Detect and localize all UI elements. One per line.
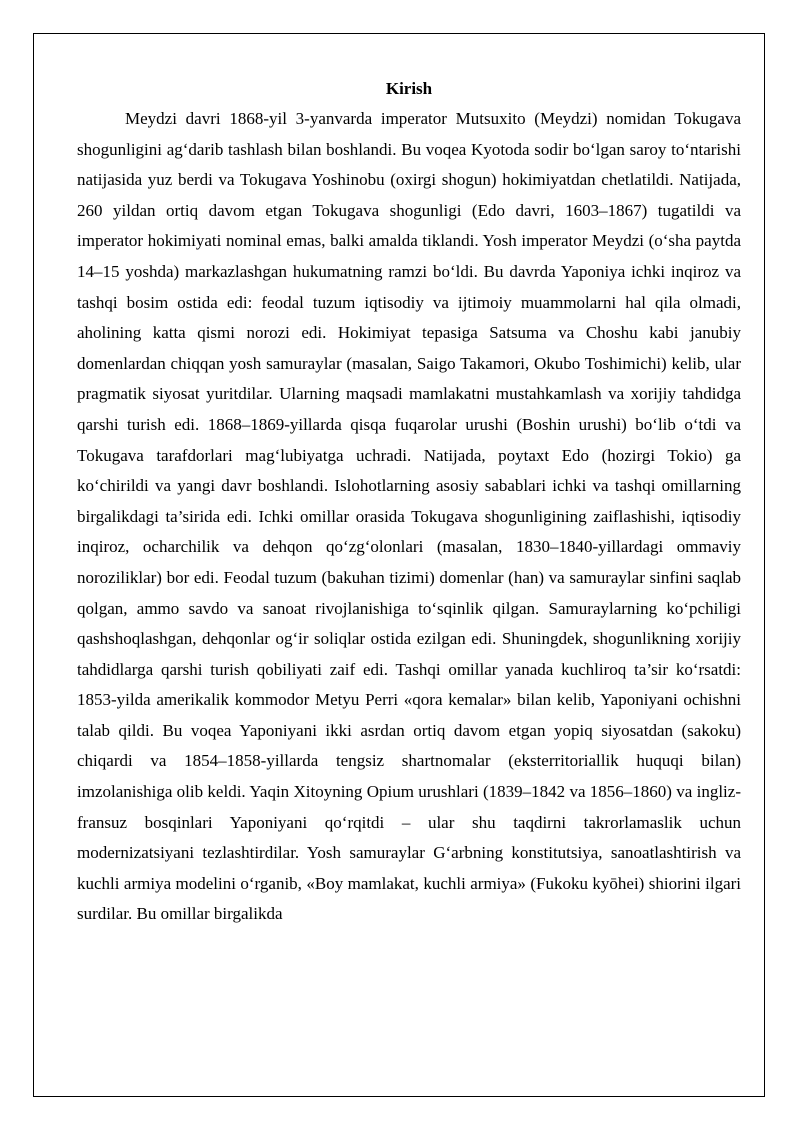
body-paragraph: Meydzi davri 1868-yil 3-yanvarda imperator Mutsuxito (Meydzi) nomidan Tokugava shogunligini ag‘darib tashlash bilan boshlandi. Bu voqea Kyotoda sodir bo‘lgan saroy to‘ntarishi natijasida yuz berdi va Tokugava Yoshinobu (oxirgi shogun) hokimiyatdan chetlatildi. Natijada, 260 yildan ortiq davom etgan Tokugava shogunligi (Edo davri, 1603–1867) tugatildi va imperator hokimiyati nominal emas, balki amalda tiklandi. Yosh imperator Meydzi (o‘sha paytda 14–15 yoshda) markazlashgan hukumatning ramzi bo‘ldi. Bu davrda Yaponiya ichki inqiroz va tashqi bosim ostida edi: feodal tuzum iqtisodiy va ijtimoiy muammolarni hal qila olmadi, aholining katta qismi norozi edi. Hokimiyat tepasiga Satsuma va Choshu kabi janubiy domenlardan chiqqan yosh samuraylar (masalan, Saigo Takamori, Okubo Toshimichi) kelib, ular pragmatik siyosat yuritdilar. Ularning maqsadi mamlakatni mustahkamlash va xorijiy tahdidga qarshi turish edi. 1868–1869-yillarda qisqa fuqarolar urushi (Boshin urushi) bo‘lib o‘tdi va Tokugava tarafdorlari mag‘lubiyatga uchradi. Natijada, poytaxt Edo (hozirgi Tokio) ga ko‘chirildi va yangi davr boshlandi. Islohotlarning asosiy sabablari ichki va tashqi omillarning birgalikdagi ta’sirida edi. Ichki omillar orasida Tokugava shogunligining zaiflashishi, iqtisodiy inqiroz, ocharchilik va dehqon qo‘zg‘olonlari (masalan, 1830–1840-yillardagi ommaviy noroziliklar) bor edi. Feodal tuzum (bakuhan tizimi) domenlar (han) va samuraylar sinfini saqlab qolgan, ammo savdo va sanoat rivojlanishiga to‘sqinlik qilgan. Samuraylarning ko‘pchiligi qashshoqlashgan, dehqonlar og‘ir soliqlar ostida ezilgan edi. Shuningdek, shogunlikning xorijiy tahdidlarga qarshi turish qobiliyati zaif edi. Tashqi omillar yanada kuchliroq ta’sir ko‘rsatdi: 1853-yilda amerikalik kommodor Metyu Perri «qora kemalar» bilan kelib, Yaponiyani ochishni talab qildi. Bu voqea Yaponiyani ikki asrdan ortiq davom etgan yopiq siyosatdan (sakoku) chiqardi va 1854–1858-yillarda tengsiz shartnomalar (eksterritoriallik huquqi bilan) imzolanishiga olib keldi. Yaqin Xitoyning Opium urushlari (1839–1842 va 1856–1860) va ingliz-fransuz bosqinlari Yaponiyani qo‘rqitdi – ular shu taqdirni takrorlamaslik uchun modernizatsiyani tezlashtirdilar. Yosh samuraylar G‘arbning konstitutsiya, sanoatlashtirish va kuchli armiya modelini o‘rganib, «Boy mamlakat, kuchli armiya» (Fukoku kyōhei) shiorini ilgari surdilar. Bu omillar birgalikda <box>77 109 741 924</box>
document-body <box>77 74 741 930</box>
section-title: Kirish <box>385 79 433 98</box>
